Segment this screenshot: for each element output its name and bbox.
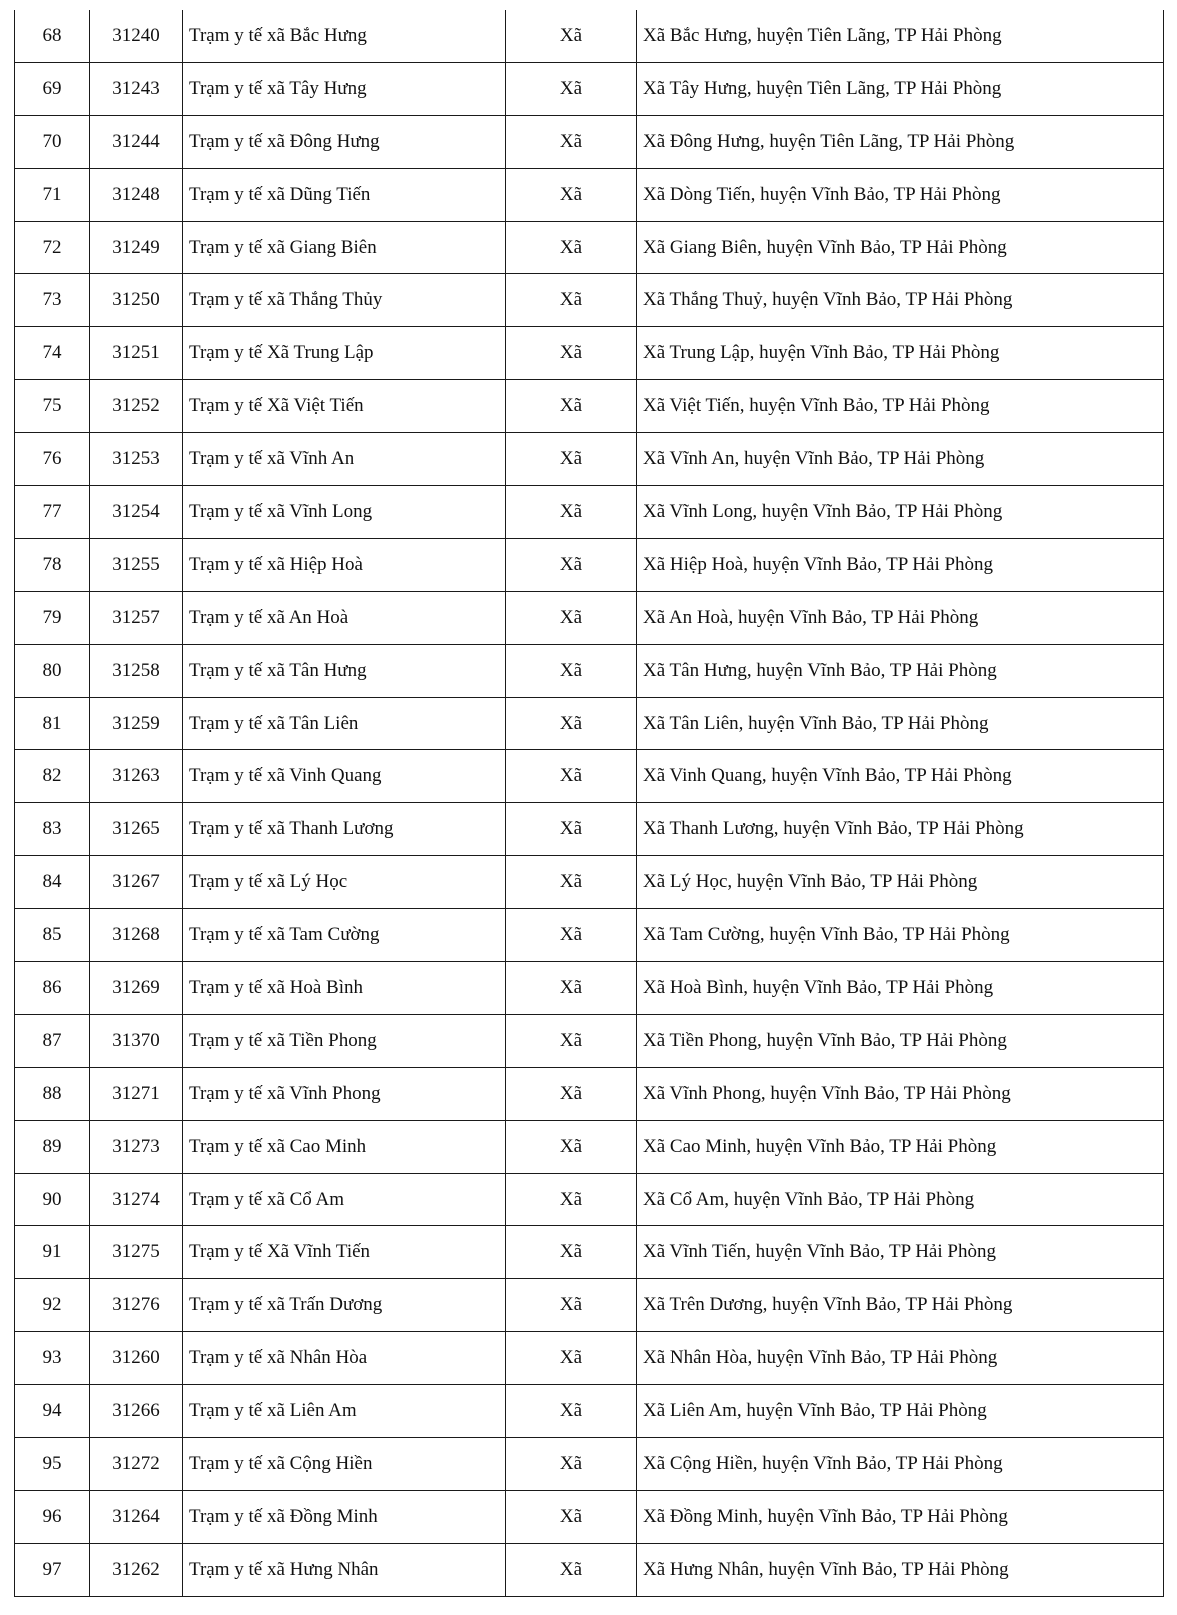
facility-address-cell: Xã Nhân Hòa, huyện Vĩnh Bảo, TP Hải Phòng <box>637 1332 1164 1385</box>
row-number-cell: 95 <box>15 1438 90 1491</box>
facility-name-cell: Trạm y tế xã Hoà Bình <box>183 962 506 1015</box>
facility-level-cell: Xã <box>506 168 637 221</box>
row-number-cell: 76 <box>15 433 90 486</box>
facility-name-cell: Trạm y tế xã Cổ Am <box>183 1173 506 1226</box>
facility-level-cell: Xã <box>506 644 637 697</box>
table-row <box>15 1173 1164 1226</box>
facility-code-cell: 31263 <box>90 750 183 803</box>
facility-name-cell: Trạm y tế xã Bắc Hưng <box>183 10 506 62</box>
facility-address-cell: Xã Vĩnh Long, huyện Vĩnh Bảo, TP Hải Phòng <box>637 486 1164 539</box>
facility-code-cell: 31268 <box>90 909 183 962</box>
facility-address-cell: Xã Trung Lập, huyện Vĩnh Bảo, TP Hải Phòng <box>637 327 1164 380</box>
facility-name-cell: Trạm y tế xã Thanh Lương <box>183 803 506 856</box>
facility-address-cell: Xã Vĩnh Phong, huyện Vĩnh Bảo, TP Hải Phòng <box>637 1067 1164 1120</box>
facility-level-cell: Xã <box>506 274 637 327</box>
table-row <box>15 909 1164 962</box>
table-row <box>15 538 1164 591</box>
row-number-cell: 78 <box>15 538 90 591</box>
table-row <box>15 221 1164 274</box>
row-number-cell: 88 <box>15 1067 90 1120</box>
table-row <box>15 380 1164 433</box>
facility-address-cell: Xã Hoà Bình, huyện Vĩnh Bảo, TP Hải Phòng <box>637 962 1164 1015</box>
facility-code-cell: 31243 <box>90 62 183 115</box>
facility-address-cell: Xã Cộng Hiền, huyện Vĩnh Bảo, TP Hải Phòng <box>637 1438 1164 1491</box>
facility-level-cell: Xã <box>506 1067 637 1120</box>
facility-address-cell: Xã Trên Dương, huyện Vĩnh Bảo, TP Hải Phòng <box>637 1279 1164 1332</box>
row-number-cell: 83 <box>15 803 90 856</box>
facility-name-cell: Trạm y tế xã Vĩnh Long <box>183 486 506 539</box>
row-number-cell: 79 <box>15 591 90 644</box>
row-number-cell: 91 <box>15 1226 90 1279</box>
table-row <box>15 1490 1164 1543</box>
row-number-cell: 68 <box>15 10 90 62</box>
row-number-cell: 92 <box>15 1279 90 1332</box>
facility-name-cell: Trạm y tế xã Đông Hưng <box>183 115 506 168</box>
table-row <box>15 1014 1164 1067</box>
facility-level-cell: Xã <box>506 486 637 539</box>
facility-level-cell: Xã <box>506 1543 637 1596</box>
table-row <box>15 1543 1164 1596</box>
facility-level-cell: Xã <box>506 1173 637 1226</box>
facility-code-cell: 31273 <box>90 1120 183 1173</box>
facility-code-cell: 31267 <box>90 856 183 909</box>
facility-level-cell: Xã <box>506 750 637 803</box>
table-row <box>15 433 1164 486</box>
facility-code-cell: 31257 <box>90 591 183 644</box>
facility-code-cell: 31250 <box>90 274 183 327</box>
facility-level-cell: Xã <box>506 1438 637 1491</box>
table-row <box>15 1438 1164 1491</box>
facility-address-cell: Xã Liên Am, huyện Vĩnh Bảo, TP Hải Phòng <box>637 1385 1164 1438</box>
row-number-cell: 70 <box>15 115 90 168</box>
row-number-cell: 71 <box>15 168 90 221</box>
facility-code-cell: 31253 <box>90 433 183 486</box>
row-number-cell: 86 <box>15 962 90 1015</box>
facility-code-cell: 31274 <box>90 1173 183 1226</box>
facility-name-cell: Trạm y tế xã Vinh Quang <box>183 750 506 803</box>
row-number-cell: 80 <box>15 644 90 697</box>
row-number-cell: 82 <box>15 750 90 803</box>
table-row <box>15 168 1164 221</box>
table-row <box>15 1120 1164 1173</box>
table-row <box>15 697 1164 750</box>
row-number-cell: 93 <box>15 1332 90 1385</box>
facility-level-cell: Xã <box>506 327 637 380</box>
table-row <box>15 750 1164 803</box>
table-row <box>15 591 1164 644</box>
facility-code-cell: 31244 <box>90 115 183 168</box>
facility-level-cell: Xã <box>506 115 637 168</box>
facility-level-cell: Xã <box>506 1120 637 1173</box>
table-row <box>15 962 1164 1015</box>
facility-code-cell: 31266 <box>90 1385 183 1438</box>
facility-level-cell: Xã <box>506 909 637 962</box>
facility-code-cell: 31255 <box>90 538 183 591</box>
facility-code-cell: 31251 <box>90 327 183 380</box>
facility-address-cell: Xã Cổ Am, huyện Vĩnh Bảo, TP Hải Phòng <box>637 1173 1164 1226</box>
table-row <box>15 803 1164 856</box>
facility-address-cell: Xã Tân Hưng, huyện Vĩnh Bảo, TP Hải Phòng <box>637 644 1164 697</box>
facility-address-cell: Xã Vĩnh Tiến, huyện Vĩnh Bảo, TP Hải Phòng <box>637 1226 1164 1279</box>
facility-address-cell: Xã Thắng Thuỷ, huyện Vĩnh Bảo, TP Hải Phòng <box>637 274 1164 327</box>
table-row <box>15 644 1164 697</box>
table-row <box>15 274 1164 327</box>
table-row <box>15 1279 1164 1332</box>
row-number-cell: 89 <box>15 1120 90 1173</box>
facility-address-cell: Xã Tiền Phong, huyện Vĩnh Bảo, TP Hải Phòng <box>637 1014 1164 1067</box>
facility-address-cell: Xã Giang Biên, huyện Vĩnh Bảo, TP Hải Phòng <box>637 221 1164 274</box>
facility-name-cell: Trạm y tế xã Cao Minh <box>183 1120 506 1173</box>
facility-code-cell: 31259 <box>90 697 183 750</box>
facility-code-cell: 31276 <box>90 1279 183 1332</box>
facility-name-cell: Trạm y tế xã An Hoà <box>183 591 506 644</box>
facility-name-cell: Trạm y tế xã Dũng Tiến <box>183 168 506 221</box>
facility-name-cell: Trạm y tế xã Lý Học <box>183 856 506 909</box>
table-row <box>15 1332 1164 1385</box>
facility-code-cell: 31262 <box>90 1543 183 1596</box>
facility-code-cell: 31269 <box>90 962 183 1015</box>
facility-level-cell: Xã <box>506 1226 637 1279</box>
facility-level-cell: Xã <box>506 221 637 274</box>
facility-level-cell: Xã <box>506 62 637 115</box>
health-station-table <box>14 10 1164 1597</box>
facility-level-cell: Xã <box>506 1490 637 1543</box>
table-row <box>15 486 1164 539</box>
facility-name-cell: Trạm y tế xã Tiền Phong <box>183 1014 506 1067</box>
row-number-cell: 72 <box>15 221 90 274</box>
row-number-cell: 84 <box>15 856 90 909</box>
facility-name-cell: Trạm y tế xã Tam Cường <box>183 909 506 962</box>
facility-address-cell: Xã Thanh Lương, huyện Vĩnh Bảo, TP Hải Phòng <box>637 803 1164 856</box>
facility-level-cell: Xã <box>506 697 637 750</box>
facility-name-cell: Trạm y tế xã Tân Hưng <box>183 644 506 697</box>
facility-code-cell: 31272 <box>90 1438 183 1491</box>
facility-level-cell: Xã <box>506 1014 637 1067</box>
facility-address-cell: Xã Tân Liên, huyện Vĩnh Bảo, TP Hải Phòng <box>637 697 1164 750</box>
facility-address-cell: Xã Hiệp Hoà, huyện Vĩnh Bảo, TP Hải Phòng <box>637 538 1164 591</box>
facility-code-cell: 31254 <box>90 486 183 539</box>
facility-name-cell: Trạm y tế xã Giang Biên <box>183 221 506 274</box>
table-row <box>15 327 1164 380</box>
facility-code-cell: 31264 <box>90 1490 183 1543</box>
facility-name-cell: Trạm y tế xã Hưng Nhân <box>183 1543 506 1596</box>
facility-address-cell: Xã Đông Hưng, huyện Tiên Lãng, TP Hải Phòng <box>637 115 1164 168</box>
row-number-cell: 74 <box>15 327 90 380</box>
table-row <box>15 1067 1164 1120</box>
facility-address-cell: Xã Vĩnh An, huyện Vĩnh Bảo, TP Hải Phòng <box>637 433 1164 486</box>
facility-address-cell: Xã Việt Tiến, huyện Vĩnh Bảo, TP Hải Phòng <box>637 380 1164 433</box>
row-number-cell: 96 <box>15 1490 90 1543</box>
row-number-cell: 87 <box>15 1014 90 1067</box>
facility-level-cell: Xã <box>506 538 637 591</box>
facility-code-cell: 31252 <box>90 380 183 433</box>
facility-address-cell: Xã An Hoà, huyện Vĩnh Bảo, TP Hải Phòng <box>637 591 1164 644</box>
facility-code-cell: 31249 <box>90 221 183 274</box>
table-body <box>15 10 1164 1596</box>
row-number-cell: 85 <box>15 909 90 962</box>
facility-name-cell: Trạm y tế Xã Việt Tiến <box>183 380 506 433</box>
table-row <box>15 115 1164 168</box>
facility-code-cell: 31275 <box>90 1226 183 1279</box>
facility-code-cell: 31260 <box>90 1332 183 1385</box>
row-number-cell: 73 <box>15 274 90 327</box>
table-row <box>15 856 1164 909</box>
facility-level-cell: Xã <box>506 1385 637 1438</box>
row-number-cell: 90 <box>15 1173 90 1226</box>
facility-name-cell: Trạm y tế xã Hiệp Hoà <box>183 538 506 591</box>
facility-code-cell: 31271 <box>90 1067 183 1120</box>
facility-level-cell: Xã <box>506 433 637 486</box>
facility-level-cell: Xã <box>506 803 637 856</box>
facility-address-cell: Xã Đồng Minh, huyện Vĩnh Bảo, TP Hải Phòng <box>637 1490 1164 1543</box>
facility-name-cell: Trạm y tế xã Liên Am <box>183 1385 506 1438</box>
facility-level-cell: Xã <box>506 1332 637 1385</box>
facility-address-cell: Xã Tây Hưng, huyện Tiên Lãng, TP Hải Phòng <box>637 62 1164 115</box>
facility-level-cell: Xã <box>506 380 637 433</box>
row-number-cell: 69 <box>15 62 90 115</box>
facility-address-cell: Xã Tam Cường, huyện Vĩnh Bảo, TP Hải Phòng <box>637 909 1164 962</box>
facility-level-cell: Xã <box>506 962 637 1015</box>
facility-name-cell: Trạm y tế xã Tây Hưng <box>183 62 506 115</box>
facility-name-cell: Trạm y tế xã Trấn Dương <box>183 1279 506 1332</box>
table-row <box>15 1385 1164 1438</box>
facility-name-cell: Trạm y tế xã Thắng Thủy <box>183 274 506 327</box>
facility-code-cell: 31258 <box>90 644 183 697</box>
table-row <box>15 1226 1164 1279</box>
facility-name-cell: Trạm y tế xã Vĩnh An <box>183 433 506 486</box>
facility-address-cell: Xã Lý Học, huyện Vĩnh Bảo, TP Hải Phòng <box>637 856 1164 909</box>
facility-name-cell: Trạm y tế Xã Vĩnh Tiến <box>183 1226 506 1279</box>
table-row <box>15 62 1164 115</box>
facility-level-cell: Xã <box>506 591 637 644</box>
facility-address-cell: Xã Vinh Quang, huyện Vĩnh Bảo, TP Hải Phòng <box>637 750 1164 803</box>
row-number-cell: 77 <box>15 486 90 539</box>
facility-name-cell: Trạm y tế xã Vĩnh Phong <box>183 1067 506 1120</box>
row-number-cell: 97 <box>15 1543 90 1596</box>
row-number-cell: 94 <box>15 1385 90 1438</box>
facility-address-cell: Xã Hưng Nhân, huyện Vĩnh Bảo, TP Hải Phòng <box>637 1543 1164 1596</box>
facility-address-cell: Xã Bắc Hưng, huyện Tiên Lãng, TP Hải Phòng <box>637 10 1164 62</box>
facility-name-cell: Trạm y tế xã Đồng Minh <box>183 1490 506 1543</box>
facility-name-cell: Trạm y tế xã Tân Liên <box>183 697 506 750</box>
facility-name-cell: Trạm y tế Xã Trung Lập <box>183 327 506 380</box>
facility-level-cell: Xã <box>506 1279 637 1332</box>
facility-code-cell: 31248 <box>90 168 183 221</box>
facility-level-cell: Xã <box>506 10 637 62</box>
facility-code-cell: 31370 <box>90 1014 183 1067</box>
facility-name-cell: Trạm y tế xã Cộng Hiền <box>183 1438 506 1491</box>
facility-level-cell: Xã <box>506 856 637 909</box>
row-number-cell: 75 <box>15 380 90 433</box>
facility-code-cell: 31240 <box>90 10 183 62</box>
row-number-cell: 81 <box>15 697 90 750</box>
facility-code-cell: 31265 <box>90 803 183 856</box>
table-row <box>15 10 1164 62</box>
facility-address-cell: Xã Cao Minh, huyện Vĩnh Bảo, TP Hải Phòng <box>637 1120 1164 1173</box>
facility-name-cell: Trạm y tế xã Nhân Hòa <box>183 1332 506 1385</box>
facility-address-cell: Xã Dòng Tiến, huyện Vĩnh Bảo, TP Hải Phòng <box>637 168 1164 221</box>
